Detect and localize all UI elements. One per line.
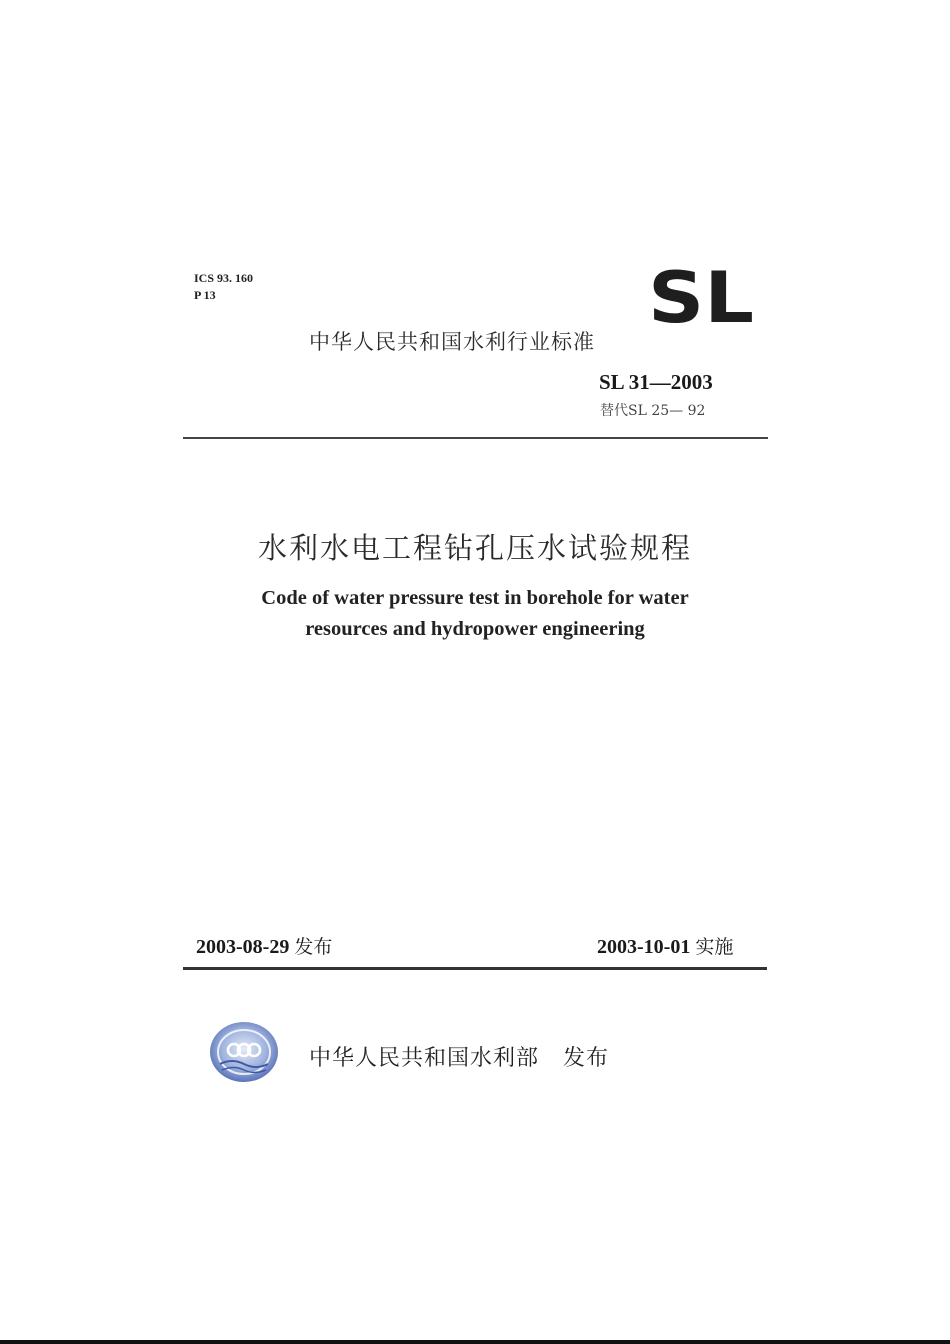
industry-standard-title: 中华人民共和国水利行业标准 <box>309 330 595 354</box>
header-divider <box>183 437 768 439</box>
ministry-emblem-icon <box>208 1020 280 1084</box>
sl-logo-text: SL <box>648 264 754 330</box>
ics-code: ICS 93. 160 <box>194 271 254 285</box>
english-title-line-1: Code of water pressure test in borehole for water <box>261 587 689 609</box>
publish-date <box>196 932 332 959</box>
issuer-action: 发布 <box>563 1046 610 1071</box>
footer-divider <box>183 967 767 970</box>
classification-codes <box>194 270 253 304</box>
document-title-english <box>0 583 950 645</box>
category-code: P 13 <box>194 288 216 302</box>
page-bottom-edge <box>0 1340 950 1344</box>
english-title-line-2: resources and hydropower engineering <box>305 618 645 640</box>
issuer-name: 中华人民共和国水利部 <box>309 1046 540 1071</box>
publish-label: 发布 <box>294 936 333 958</box>
sl-logo <box>648 264 756 330</box>
standard-number: SL 31—2003 <box>599 370 713 394</box>
effective-label: 实施 <box>695 936 734 958</box>
effective-date <box>597 932 733 959</box>
effective-date-value: 2003-10-01 <box>597 936 691 958</box>
document-title-chinese: 水利水电工程钻孔压水试验规程 <box>257 531 692 565</box>
issuing-authority <box>309 1041 609 1072</box>
publish-date-value: 2003-08-29 <box>196 936 290 958</box>
replaces-standard: 替代SL 25— 92 <box>600 403 706 419</box>
